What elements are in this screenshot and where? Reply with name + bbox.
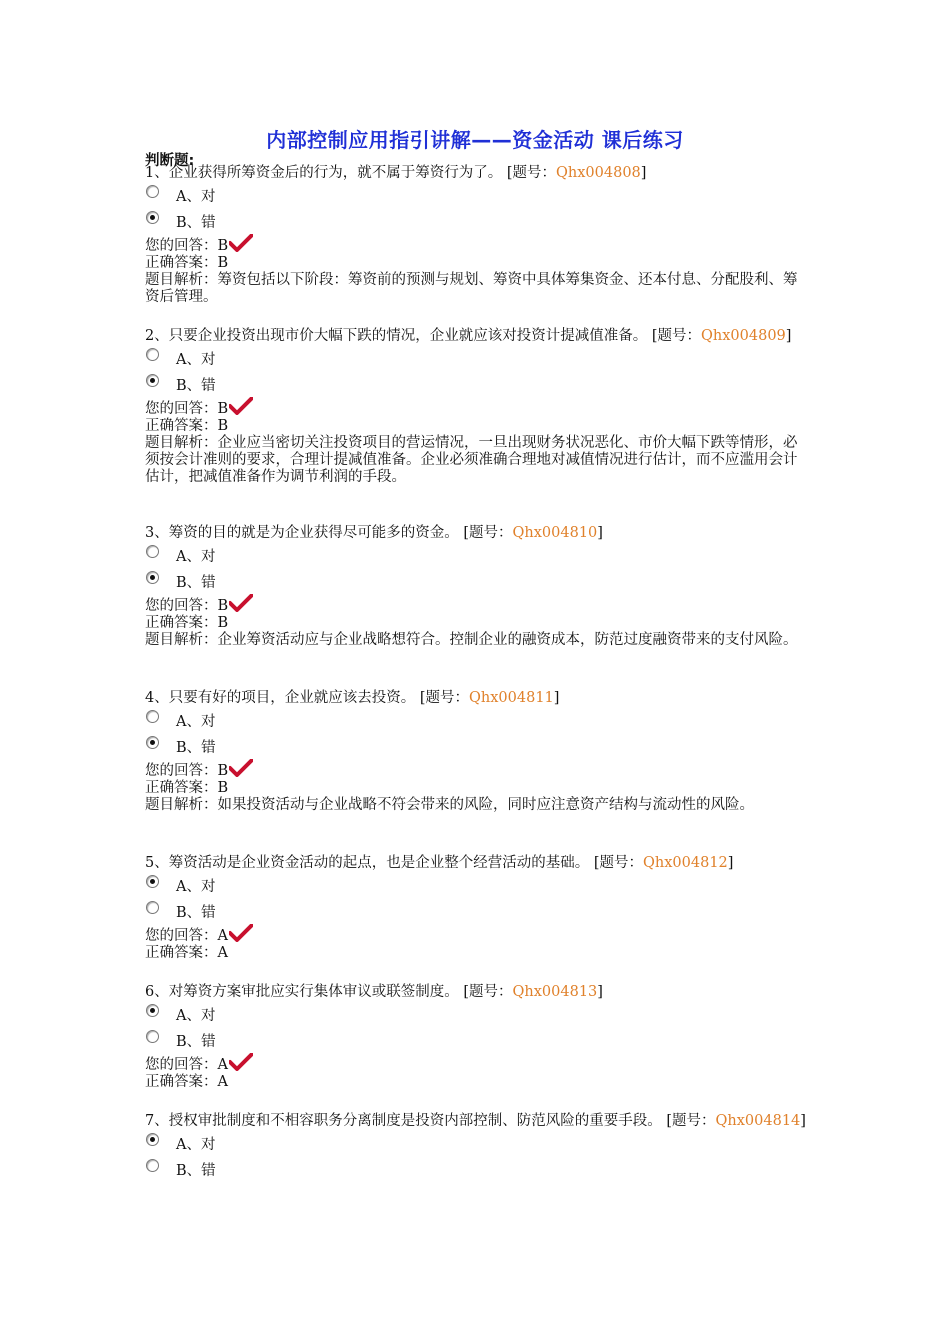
option-a[interactable]: A、对 — [145, 1001, 810, 1027]
question-text: 2、只要企业投资出现市价大幅下跌的情况，企业就应该对投资计提减值准备。 [题号：Qhx004809] — [145, 328, 792, 344]
radio-b-selected[interactable] — [146, 571, 159, 584]
checkmark-icon — [229, 759, 253, 777]
option-a[interactable]: A、对 — [145, 345, 810, 371]
option-a[interactable]: A、对 — [145, 872, 810, 898]
question-id: Qhx004811 — [469, 690, 554, 706]
radio-a[interactable] — [146, 185, 159, 198]
analysis: 题目解析：企业应当密切关注投资项目的营运情况，一旦出现财务状况恶化、市价大幅下跌等情形，必须按会计准则的要求，合理计提减值准备。企业必须准确合理地对减值情况进行估计，而不应滥用会计估计，把减值准备作为调节利润的手段。 — [145, 435, 798, 485]
option-a[interactable]: A、对 — [145, 707, 810, 733]
checkmark-icon — [229, 397, 253, 415]
checkmark-icon — [229, 1053, 253, 1071]
correct-answer: 正确答案：B — [145, 780, 229, 796]
option-b[interactable]: B、错 — [145, 1027, 810, 1053]
your-answer: 您的回答：B — [145, 759, 810, 780]
question-6 — [145, 984, 810, 1091]
question-id: Qhx004809 — [701, 328, 786, 344]
correct-answer: 正确答案：B — [145, 255, 229, 271]
correct-answer: 正确答案：A — [145, 945, 228, 961]
question-4 — [145, 690, 810, 814]
radio-a[interactable] — [146, 545, 159, 558]
radio-a-selected[interactable] — [146, 1133, 159, 1146]
question-1 — [145, 165, 810, 306]
radio-b-selected[interactable] — [146, 374, 159, 387]
question-id: Qhx004810 — [512, 525, 598, 541]
correct-answer: 正确答案：B — [145, 615, 229, 631]
question-text: 1、企业获得所筹资金后的行为，就不属于筹资行为了。 [题号：Qhx004808] — [145, 165, 647, 181]
question-text: 5、筹资活动是企业资金活动的起点，也是企业整个经营活动的基础。 [题号：Qhx004812] — [145, 855, 734, 871]
radio-b-selected[interactable] — [146, 211, 159, 224]
option-a[interactable]: A、对 — [145, 542, 810, 568]
your-answer: 您的回答：B — [145, 397, 810, 418]
radio-b[interactable] — [146, 1159, 159, 1172]
option-b[interactable]: B、错 — [145, 733, 810, 759]
question-id: Qhx004808 — [556, 165, 641, 181]
question-3 — [145, 525, 810, 649]
option-b[interactable]: B、错 — [145, 568, 810, 594]
question-text: 4、只要有好的项目，企业就应该去投资。 [题号：Qhx004811] — [145, 690, 560, 706]
page-title: 内部控制应用指引讲解——资金活动 课后练习 — [266, 128, 684, 152]
your-answer: 您的回答：B — [145, 594, 810, 615]
radio-a[interactable] — [146, 348, 159, 361]
option-b[interactable]: B、错 — [145, 1156, 810, 1182]
question-2 — [145, 328, 810, 486]
section-heading: 判断题: — [145, 153, 195, 169]
question-text: 3、筹资的目的就是为企业获得尽可能多的资金。 [题号：Qhx004810] — [145, 525, 603, 541]
question-id: Qhx004814 — [715, 1113, 801, 1129]
option-b[interactable]: B、错 — [145, 371, 810, 397]
option-b[interactable]: B、错 — [145, 898, 810, 924]
your-answer: 您的回答：A — [145, 1053, 810, 1074]
your-answer: 您的回答：A — [145, 924, 810, 945]
radio-b[interactable] — [146, 1030, 159, 1043]
checkmark-icon — [229, 234, 253, 252]
radio-a-selected[interactable] — [146, 875, 159, 888]
radio-a-selected[interactable] — [146, 1004, 159, 1017]
radio-b[interactable] — [146, 901, 159, 914]
correct-answer: 正确答案：B — [145, 418, 229, 434]
radio-a[interactable] — [146, 710, 159, 723]
question-5 — [145, 855, 810, 962]
correct-answer: 正确答案：A — [145, 1074, 228, 1090]
option-b[interactable]: B、错 — [145, 208, 810, 234]
question-id: Qhx004812 — [643, 855, 728, 871]
checkmark-icon — [229, 924, 253, 942]
checkmark-icon — [229, 594, 253, 612]
analysis: 题目解析：筹资包括以下阶段：筹资前的预测与规划、筹资中具体筹集资金、还本付息、分配股利、筹资后管理。 — [145, 272, 798, 305]
question-id: Qhx004813 — [512, 984, 598, 1000]
question-text: 7、授权审批制度和不相容职务分离制度是投资内部控制、防范风险的重要手段。 [题号：Qhx004814] — [145, 1113, 806, 1129]
option-a[interactable]: A、对 — [145, 182, 810, 208]
question-text: 6、对筹资方案审批应实行集体审议或联签制度。 [题号：Qhx004813] — [145, 984, 603, 1000]
analysis: 题目解析：企业筹资活动应与企业战略想符合。控制企业的融资成本，防范过度融资带来的支付风险。 — [145, 632, 798, 648]
your-answer: 您的回答：B — [145, 234, 810, 255]
radio-b-selected[interactable] — [146, 736, 159, 749]
analysis: 题目解析：如果投资活动与企业战略不符会带来的风险，同时应注意资产结构与流动性的风险。 — [145, 797, 754, 813]
question-7 — [145, 1113, 810, 1182]
option-a[interactable]: A、对 — [145, 1130, 810, 1156]
